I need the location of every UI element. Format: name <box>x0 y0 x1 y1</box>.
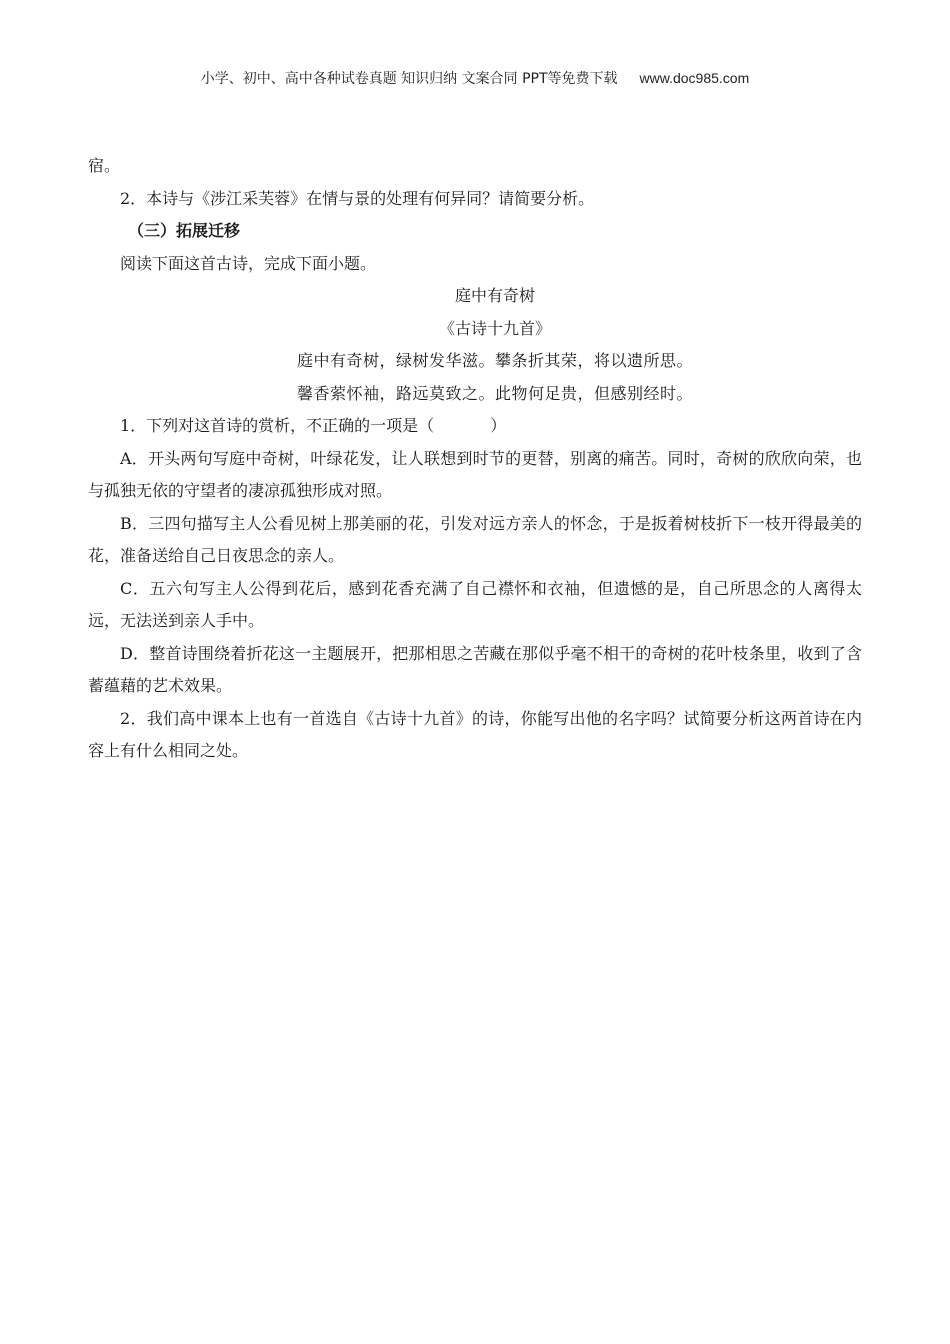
document-body <box>88 150 862 768</box>
option-c: C．五六句写主人公得到花后，感到花香充满了自己襟怀和衣袖，但遗憾的是，自己所思念的人离得太远，无法送到亲人手中。 <box>88 578 862 630</box>
question-2: 2．我们高中课本上也有一首选自《古诗十九首》的诗，你能写出他的名字吗？试简要分析这两首诗在内容上有什么相同之处。 <box>88 708 862 760</box>
poem-title: 庭中有奇树 <box>454 286 535 305</box>
question-1-stem-close: ） <box>490 416 507 435</box>
continued-text: 宿。 <box>88 156 121 175</box>
option-b: B．三四句描写主人公看见树上那美丽的花，引发对远方亲人的怀念，于是扳着树枝折下一枝开得最美的花，准备送给自己日夜思念的亲人。 <box>88 513 862 565</box>
option-d: D．整首诗围绕着折花这一主题展开，把那相思之苦藏在那似乎毫不相干的奇树的花叶枝条里，收到了含蓄蕴藉的艺术效果。 <box>88 643 862 695</box>
page-header <box>0 68 950 88</box>
instruction-text: 阅读下面这首古诗，完成下面小题。 <box>120 253 377 273</box>
question-2-previous: 2．本诗与《涉江采芙蓉》在情与景的处理有何异同？请简要分析。 <box>120 188 595 208</box>
option-a: A．开头两句写庭中奇树，叶绿花发，让人联想到时节的更替，别离的痛苦。同时，奇树的欣欣向荣，也与孤独无依的守望者的凄凉孤独形成对照。 <box>88 448 862 500</box>
poem-line-1: 庭中有奇树，绿树发华滋。攀条折其荣，将以遗所思。 <box>296 351 693 370</box>
header-site: www.doc985.com <box>639 70 750 86</box>
poem-line-2: 馨香萦怀袖，路远莫致之。此物何足贵，但感别经时。 <box>296 383 693 403</box>
question-1-stem <box>88 410 862 443</box>
section-title: （三）拓展迁移 <box>128 221 241 240</box>
poem-source: 《古诗十九首》 <box>438 318 551 338</box>
question-1-stem-text: 1．下列对这首诗的赏析，不正确的一项是（ <box>120 416 435 435</box>
header-text: 小学、初中、高中各种试卷真题 知识归纳 文案合同 PPT等免费下载 <box>200 71 618 87</box>
